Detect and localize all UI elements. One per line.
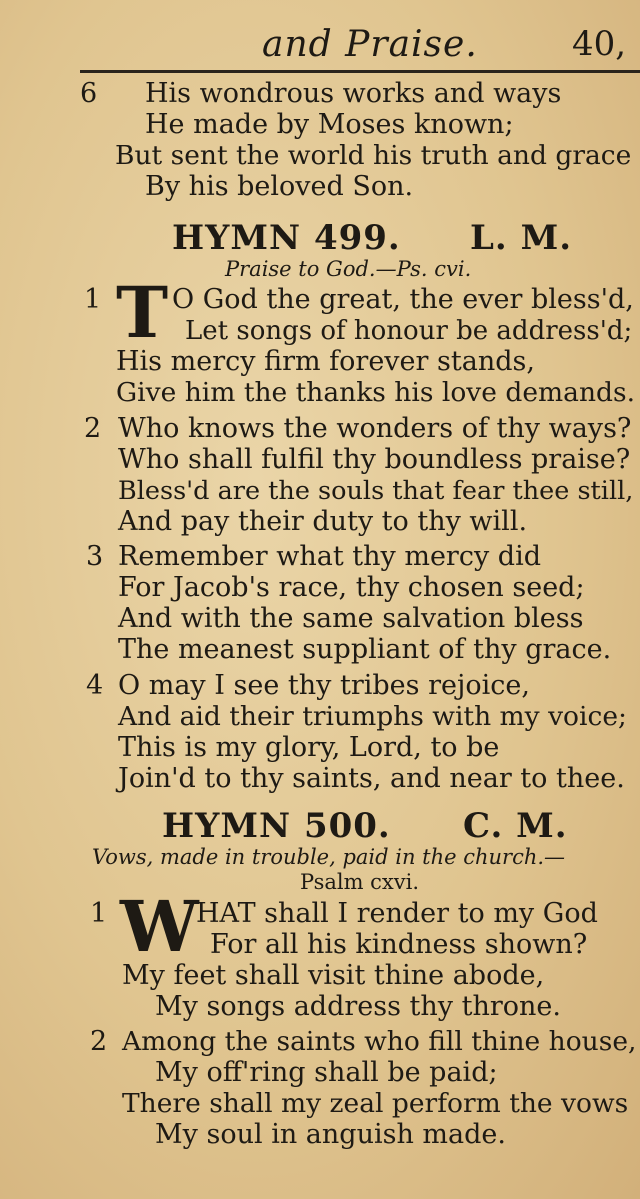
hymn-subtitle: Vows, made in trouble, paid in the church.—	[92, 845, 566, 869]
hymn-meter: L. M.	[470, 218, 573, 258]
verse-line: For all his kindness shown?	[210, 929, 588, 960]
verse-line: O may I see thy tribes rejoice,	[118, 670, 530, 701]
verse-line: O God the great, the ever bless'd,	[172, 284, 634, 315]
page-number: 40,	[572, 24, 627, 64]
verse-line: His wondrous works and ways	[145, 78, 562, 109]
hymn-title: HYMN 500.	[162, 806, 391, 846]
header-rule	[80, 70, 640, 73]
running-title: and Praise.	[262, 24, 478, 65]
verse-line: And aid their triumphs with my voice;	[118, 701, 627, 732]
verse-number: 2	[84, 413, 102, 444]
verse-line: And with the same salvation bless	[118, 603, 584, 634]
verse-number: 3	[86, 541, 104, 572]
verse-line: For Jacob's race, thy chosen seed;	[118, 572, 585, 603]
verse-line: By his beloved Son.	[145, 171, 414, 202]
hymn-meter: C. M.	[463, 806, 568, 846]
verse-line: My feet shall visit thine abode,	[122, 960, 545, 991]
verse-line: Who knows the wonders of thy ways?	[118, 413, 632, 444]
verse-line: Remember what thy mercy did	[118, 541, 541, 572]
verse-line: He made by Moses known;	[145, 109, 514, 140]
page-header	[0, 18, 640, 70]
drop-cap: T	[116, 271, 169, 354]
hymn-subtitle-psalm: Psalm cxvi.	[300, 870, 420, 894]
verse-line: Give him the thanks his love demands.	[116, 377, 636, 408]
verse-line: But sent the world his truth and grace	[115, 140, 632, 171]
verse-line: My off'ring shall be paid;	[155, 1057, 498, 1088]
verse-line: My songs address thy throne.	[155, 991, 561, 1022]
verse-number: 2	[90, 1026, 108, 1057]
hymn-subtitle: Praise to God.—Ps. cvi.	[225, 257, 472, 281]
verse-line: And pay their duty to thy will.	[118, 506, 528, 537]
verse-line: There shall my zeal perform the vows	[122, 1088, 629, 1119]
verse-line: This is my glory, Lord, to be	[118, 732, 500, 763]
verse-number: 1	[90, 898, 108, 929]
verse-line: His mercy firm forever stands,	[116, 346, 535, 377]
verse-line: The meanest suppliant of thy grace.	[118, 634, 612, 665]
verse-line: HAT shall I render to my God	[196, 898, 598, 929]
verse-line: Join'd to thy saints, and near to thee.	[118, 763, 625, 794]
verse-line: My soul in anguish made.	[155, 1119, 506, 1150]
verse-line: Let songs of honour be address'd;	[185, 316, 633, 346]
verse-number: 6	[80, 78, 98, 109]
verse-number: 1	[84, 284, 102, 315]
verse-number: 4	[86, 670, 104, 701]
verse-line: Bless'd are the souls that fear thee still,	[118, 476, 634, 506]
verse-line: Who shall fulfil thy boundless praise?	[118, 444, 631, 475]
drop-cap: W	[120, 885, 199, 968]
verse-line: Among the saints who fill thine house,	[122, 1026, 637, 1057]
hymn-title: HYMN 499.	[172, 218, 401, 258]
